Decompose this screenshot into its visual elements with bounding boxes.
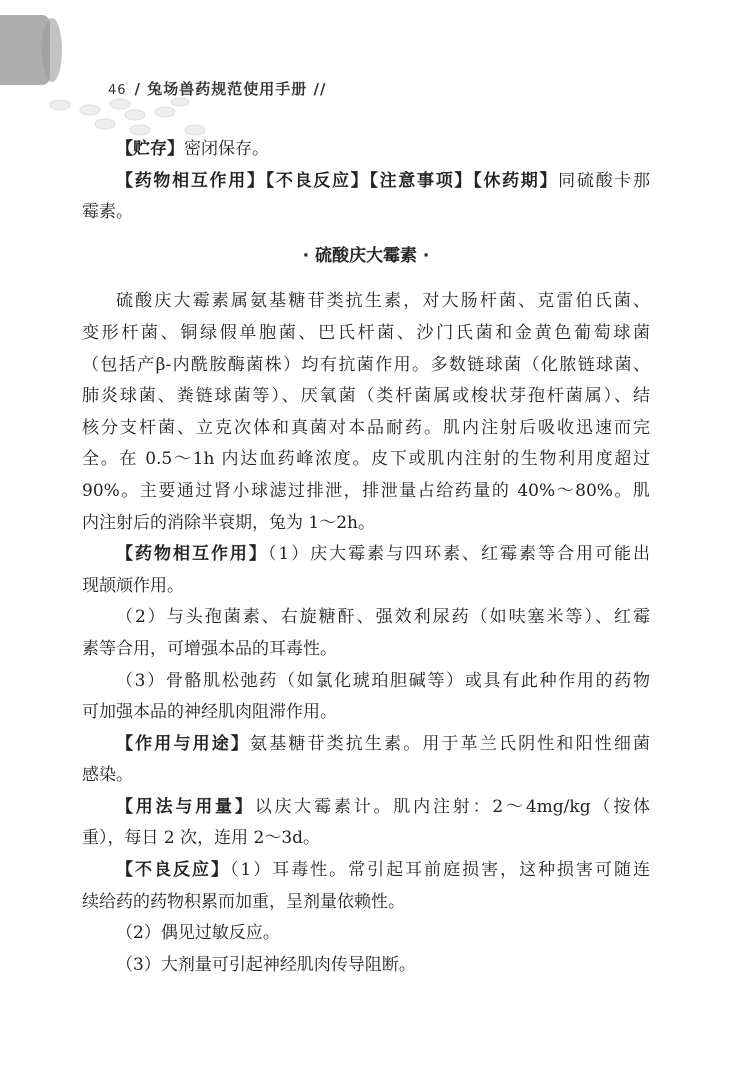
- paragraph-label: 【不良反应】: [116, 860, 230, 881]
- line-text: 全。在 0.5～1h 内达血药峰浓度。皮下或肌内注射的生物利用度超过: [82, 449, 650, 470]
- line-text: 肺炎球菌、粪链球菌等）、厌氧菌（类杆菌属或梭状芽孢杆菌属）、结: [82, 386, 650, 407]
- line-text: 现颉颃作用。: [82, 575, 184, 596]
- text-line: [82, 444, 650, 476]
- text-line: [82, 571, 650, 603]
- text-line: [82, 350, 650, 382]
- text-line: [82, 508, 650, 540]
- paragraph: [82, 792, 650, 855]
- text-line: [82, 134, 650, 166]
- line-text: 硫酸庆大霉素属氨基糖苷类抗生素，对大肠杆菌、克雷伯氏菌、: [116, 291, 650, 312]
- line-text: 可加强本品的神经肌肉阻滞作用。: [82, 702, 337, 723]
- paragraph: [82, 666, 650, 729]
- text-line: [82, 918, 650, 950]
- text-line: [82, 792, 650, 824]
- paragraph-label: 【贮存】: [116, 139, 184, 159]
- page-number: 46: [108, 83, 127, 98]
- text-line: [82, 634, 650, 666]
- text-line: [82, 413, 650, 445]
- text-line: [82, 602, 650, 634]
- paragraph: [82, 286, 650, 539]
- line-text: 同硫酸卡那: [558, 170, 650, 191]
- text-line: [82, 855, 650, 887]
- line-text: 续给药的药物积累而加重，呈剂量依赖性。: [82, 891, 405, 912]
- line-text: （包括产β-内酰胺酶菌株）均有抗菌作用。多数链球菌（化脓链球菌、: [82, 354, 650, 375]
- line-text: 霉素。: [82, 202, 133, 223]
- paragraph-label: 【药物相互作用】【不良反应】【注意事项】【休药期】: [116, 170, 559, 191]
- paragraph: [82, 918, 650, 950]
- paragraph: [82, 134, 650, 166]
- text-line: [82, 381, 650, 413]
- book-title: / 兔场兽药规范使用手册 //: [134, 80, 327, 98]
- text-line: [82, 729, 650, 761]
- line-text: 核分支杆菌、立克次体和真菌对本品耐药。肌内注射后吸收迅速而完: [82, 417, 650, 438]
- text-line: [82, 318, 650, 350]
- paragraph: [82, 855, 650, 918]
- text-line: [82, 476, 650, 508]
- text-line: [82, 950, 650, 982]
- text-line: [82, 286, 650, 318]
- line-text: 以庆大霉素计。肌内注射：2～4mg/kg（按体: [254, 796, 651, 817]
- line-text: 变形杆菌、铜绿假单胞菌、巴氏杆菌、沙门氏菌和金黄色葡萄球菌: [82, 322, 650, 343]
- text-line: [82, 166, 650, 198]
- line-text: （2）与头孢菌素、右旋糖酐、强效利尿药（如呋塞米等）、红霉: [116, 607, 650, 628]
- text-line: [82, 539, 650, 571]
- line-text: 素等合用，可增强本品的耳毒性。: [82, 638, 337, 659]
- line-text: 感染。: [82, 765, 133, 786]
- line-text: 密闭保存。: [184, 139, 269, 159]
- line-text: 内注射后的消除半衰期，兔为 1～2h。: [82, 512, 375, 533]
- text-line: [82, 666, 650, 698]
- line-text: （1）庆大霉素与四环素、红霉素等合用可能出: [267, 544, 650, 565]
- paragraph-label: 【作用与用途】: [116, 733, 251, 754]
- line-text: 氨基糖苷类抗生素。用于革兰氏阴性和阳性细菌: [250, 733, 651, 754]
- text-line: [82, 823, 650, 855]
- section-title: · 硫酸庆大霉素 ·: [302, 245, 430, 266]
- text-line: [82, 887, 650, 919]
- line-text: （3）大剂量可引起神经肌肉传导阻断。: [116, 954, 416, 975]
- text-line: [82, 697, 650, 729]
- line-text: 重），每日 2 次，连用 2～3d。: [82, 828, 321, 849]
- paragraph-label: 【用法与用量】: [116, 796, 255, 817]
- page-body: [82, 134, 650, 981]
- line-text: （2）偶见过敏反应。: [116, 923, 280, 944]
- paragraph: [82, 950, 650, 982]
- text-line: [82, 760, 650, 792]
- paragraph: [82, 539, 650, 602]
- line-text: （1）耳毒性。常引起耳前庭损害，这种损害可随连: [229, 860, 650, 881]
- text-line: [82, 197, 650, 229]
- paragraph: [82, 166, 650, 229]
- paragraph: [82, 729, 650, 792]
- paragraph: [82, 602, 650, 665]
- running-header: [108, 78, 326, 99]
- line-text: （3）骨骼肌松弛药（如氯化琥珀胆碱等）或具有此种作用的药物: [116, 670, 650, 691]
- line-text: 90%。主要通过肾小球滤过排泄，排泄量占给药量的 40%～80%。肌: [82, 480, 650, 501]
- paragraph-label: 【药物相互作用】: [116, 544, 268, 565]
